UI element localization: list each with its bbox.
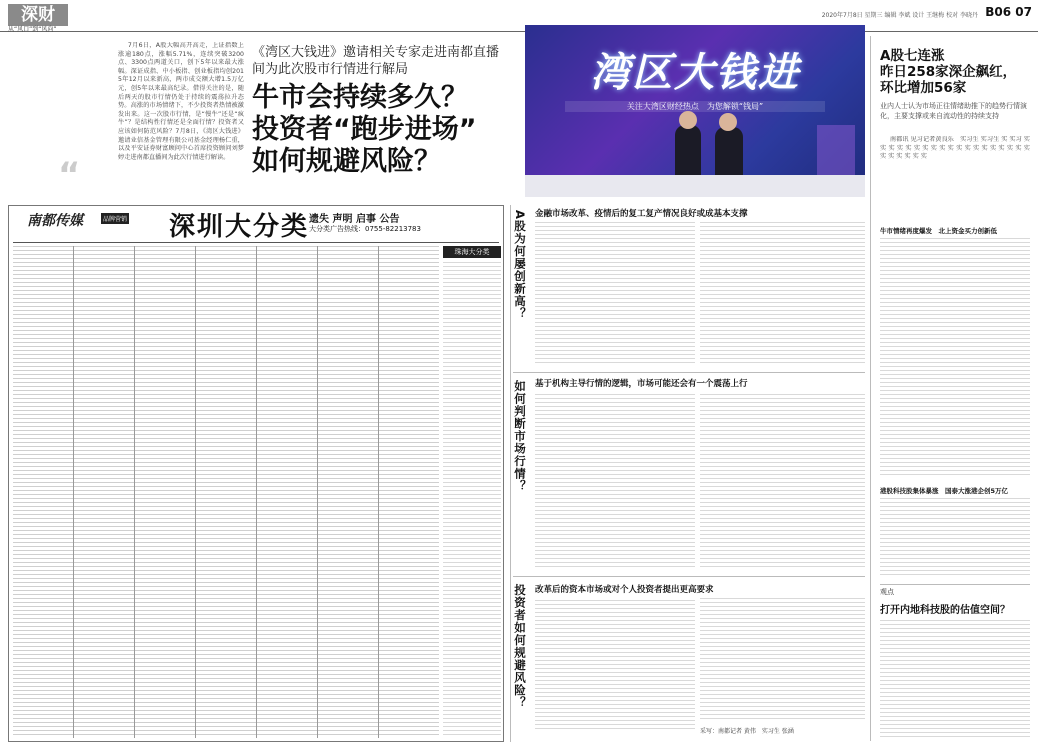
qa-2-heading: 基于机构主导行情的逻辑，市场可能还会有一个震荡上行 — [535, 379, 748, 389]
qa-3-heading: 改革后的资本市场或对个人投资者提出更高要求 — [535, 585, 714, 595]
right-story — [880, 48, 1030, 121]
section-subtitle: 从“风口”到“风向” — [8, 26, 57, 33]
show-title: 湾区大钱进 — [590, 50, 800, 96]
ads-side-label: 珠海大分类 — [443, 246, 501, 258]
ads-hotline-label: 大分类广告热线： — [309, 225, 365, 233]
page-header — [0, 0, 1038, 32]
qa-3-body-left — [535, 598, 695, 732]
ads-logo: 南都传媒 — [27, 213, 83, 229]
qa-3-question: 投资者如何规避风险？ — [513, 584, 527, 709]
studio-photo — [525, 25, 865, 197]
right-story-subhead-2: 港股科技股集体暴涨 国泰大涨港企创5万亿 — [880, 487, 1009, 495]
intro-text: 7月6日，A股大幅高开高走，上证指数上涨逾180点，涨幅5.71%，连续突破3200点、3300点两道关口，创下5年以来最大涨幅。深证成指、中小板指、创业板指均创2015年12月以来新高，两市成交额大增1.5万亿元，创5年以来最高纪录。借得关注的是，随后两天的股市行情仍处于持续的震荡拉升态势。高涨的市场情绪下，不少投资者热情被激发出来。这一次股市行情，是“慢牛”还是“疯牛”？是结构性行情还是全面行情？投资者又应该如何防范风险？7月8日，《湾区大钱进》邀请业信基金管理有限公司基金经理杨仁重，以及平安证券财富顾问中心首席投资顾问刘梦婷走进南都直播间为此次行情进行解读。 — [118, 42, 244, 161]
guest-left-head — [679, 111, 697, 129]
article-credit: 采写：南都记者 黄伟 实习生 张涵 — [700, 728, 794, 735]
right-story-subhead-1: 牛市情绪再度爆发 北上资金买力创新低 — [880, 227, 997, 235]
headline-line-2: 投资者“跑步进场” — [252, 114, 477, 145]
studio-desk — [525, 175, 865, 197]
right-story-title-2: 昨日258家深企飙红， — [880, 64, 1017, 80]
ads-hotline — [309, 224, 421, 234]
ads-grid-main — [13, 246, 439, 738]
right-story-title-3: 环比增加56家 — [880, 80, 967, 96]
qa-2-body-left — [535, 392, 695, 570]
show-slogan: 关注大湾区财经热点 为您解锁“钱局” — [565, 101, 825, 112]
guest-right — [715, 127, 743, 175]
qa-1-body-left — [535, 222, 695, 366]
qa-3-body-right — [700, 598, 865, 722]
right-story-body-2 — [880, 498, 1030, 578]
ads-logo-sub: 品牌营销 — [101, 213, 129, 224]
qa-1-heading: 金融市场改革、疫情后的复工复产情况良好或成基本支撑 — [535, 209, 748, 219]
qa-1-question: A股为何屡创新高？ — [513, 210, 527, 320]
section-tag: 深财 — [8, 4, 68, 26]
opinion-body — [880, 620, 1030, 740]
headline-line-3: 如何规避风险？ — [252, 146, 441, 177]
headline-kicker: 《湾区大钱进》邀请相关专家走进南都直播间为此次股市行情进行解局 — [252, 45, 500, 77]
guest-left — [675, 125, 701, 175]
right-story-body-1 — [880, 238, 1030, 478]
opinion-label: 观点 — [880, 588, 894, 596]
qa-2-body-right — [700, 392, 865, 570]
opinion-title: 打开内地科技股的估值空间？ — [880, 605, 1010, 616]
page-number: B06 07 — [985, 5, 1032, 19]
ads-title: 深圳大分类 — [169, 212, 310, 242]
qa-1-body-right — [700, 222, 865, 366]
ads-grid-side — [443, 262, 501, 738]
backdrop-panel — [817, 125, 855, 175]
classified-ads — [8, 205, 504, 742]
headline-block — [252, 44, 510, 178]
right-story-title-1: A股七连涨 — [880, 48, 945, 64]
right-story-lead: 南都讯 见习记者黄良乐 实习生 实习生 实 实习 实 实 实 实 实 实 实 实 实 实 实 实 实 实 实 实 实 实 实 实 实 实 实 实 实 — [880, 136, 1030, 161]
qa-2-question: 如何判断市场行情？ — [513, 380, 527, 493]
dateline: 2020年7月8日 星期三 编辑 李斌 设计 王继梅 校对 李晓丹 — [821, 12, 978, 19]
ads-hotline-number: 0755-82213783 — [365, 225, 421, 233]
quote-mark-icon: “ — [58, 155, 81, 195]
headline-line-1: 牛市会持续多久？ — [252, 82, 468, 113]
right-story-deck: 业内人士认为市场正往情绪助推下的趋势行情演化，主要支撑或来自流动性的持续支持 — [880, 102, 1027, 120]
ads-services: 遗失 声明 启事 公告 — [309, 214, 400, 225]
guest-right-head — [719, 113, 737, 131]
